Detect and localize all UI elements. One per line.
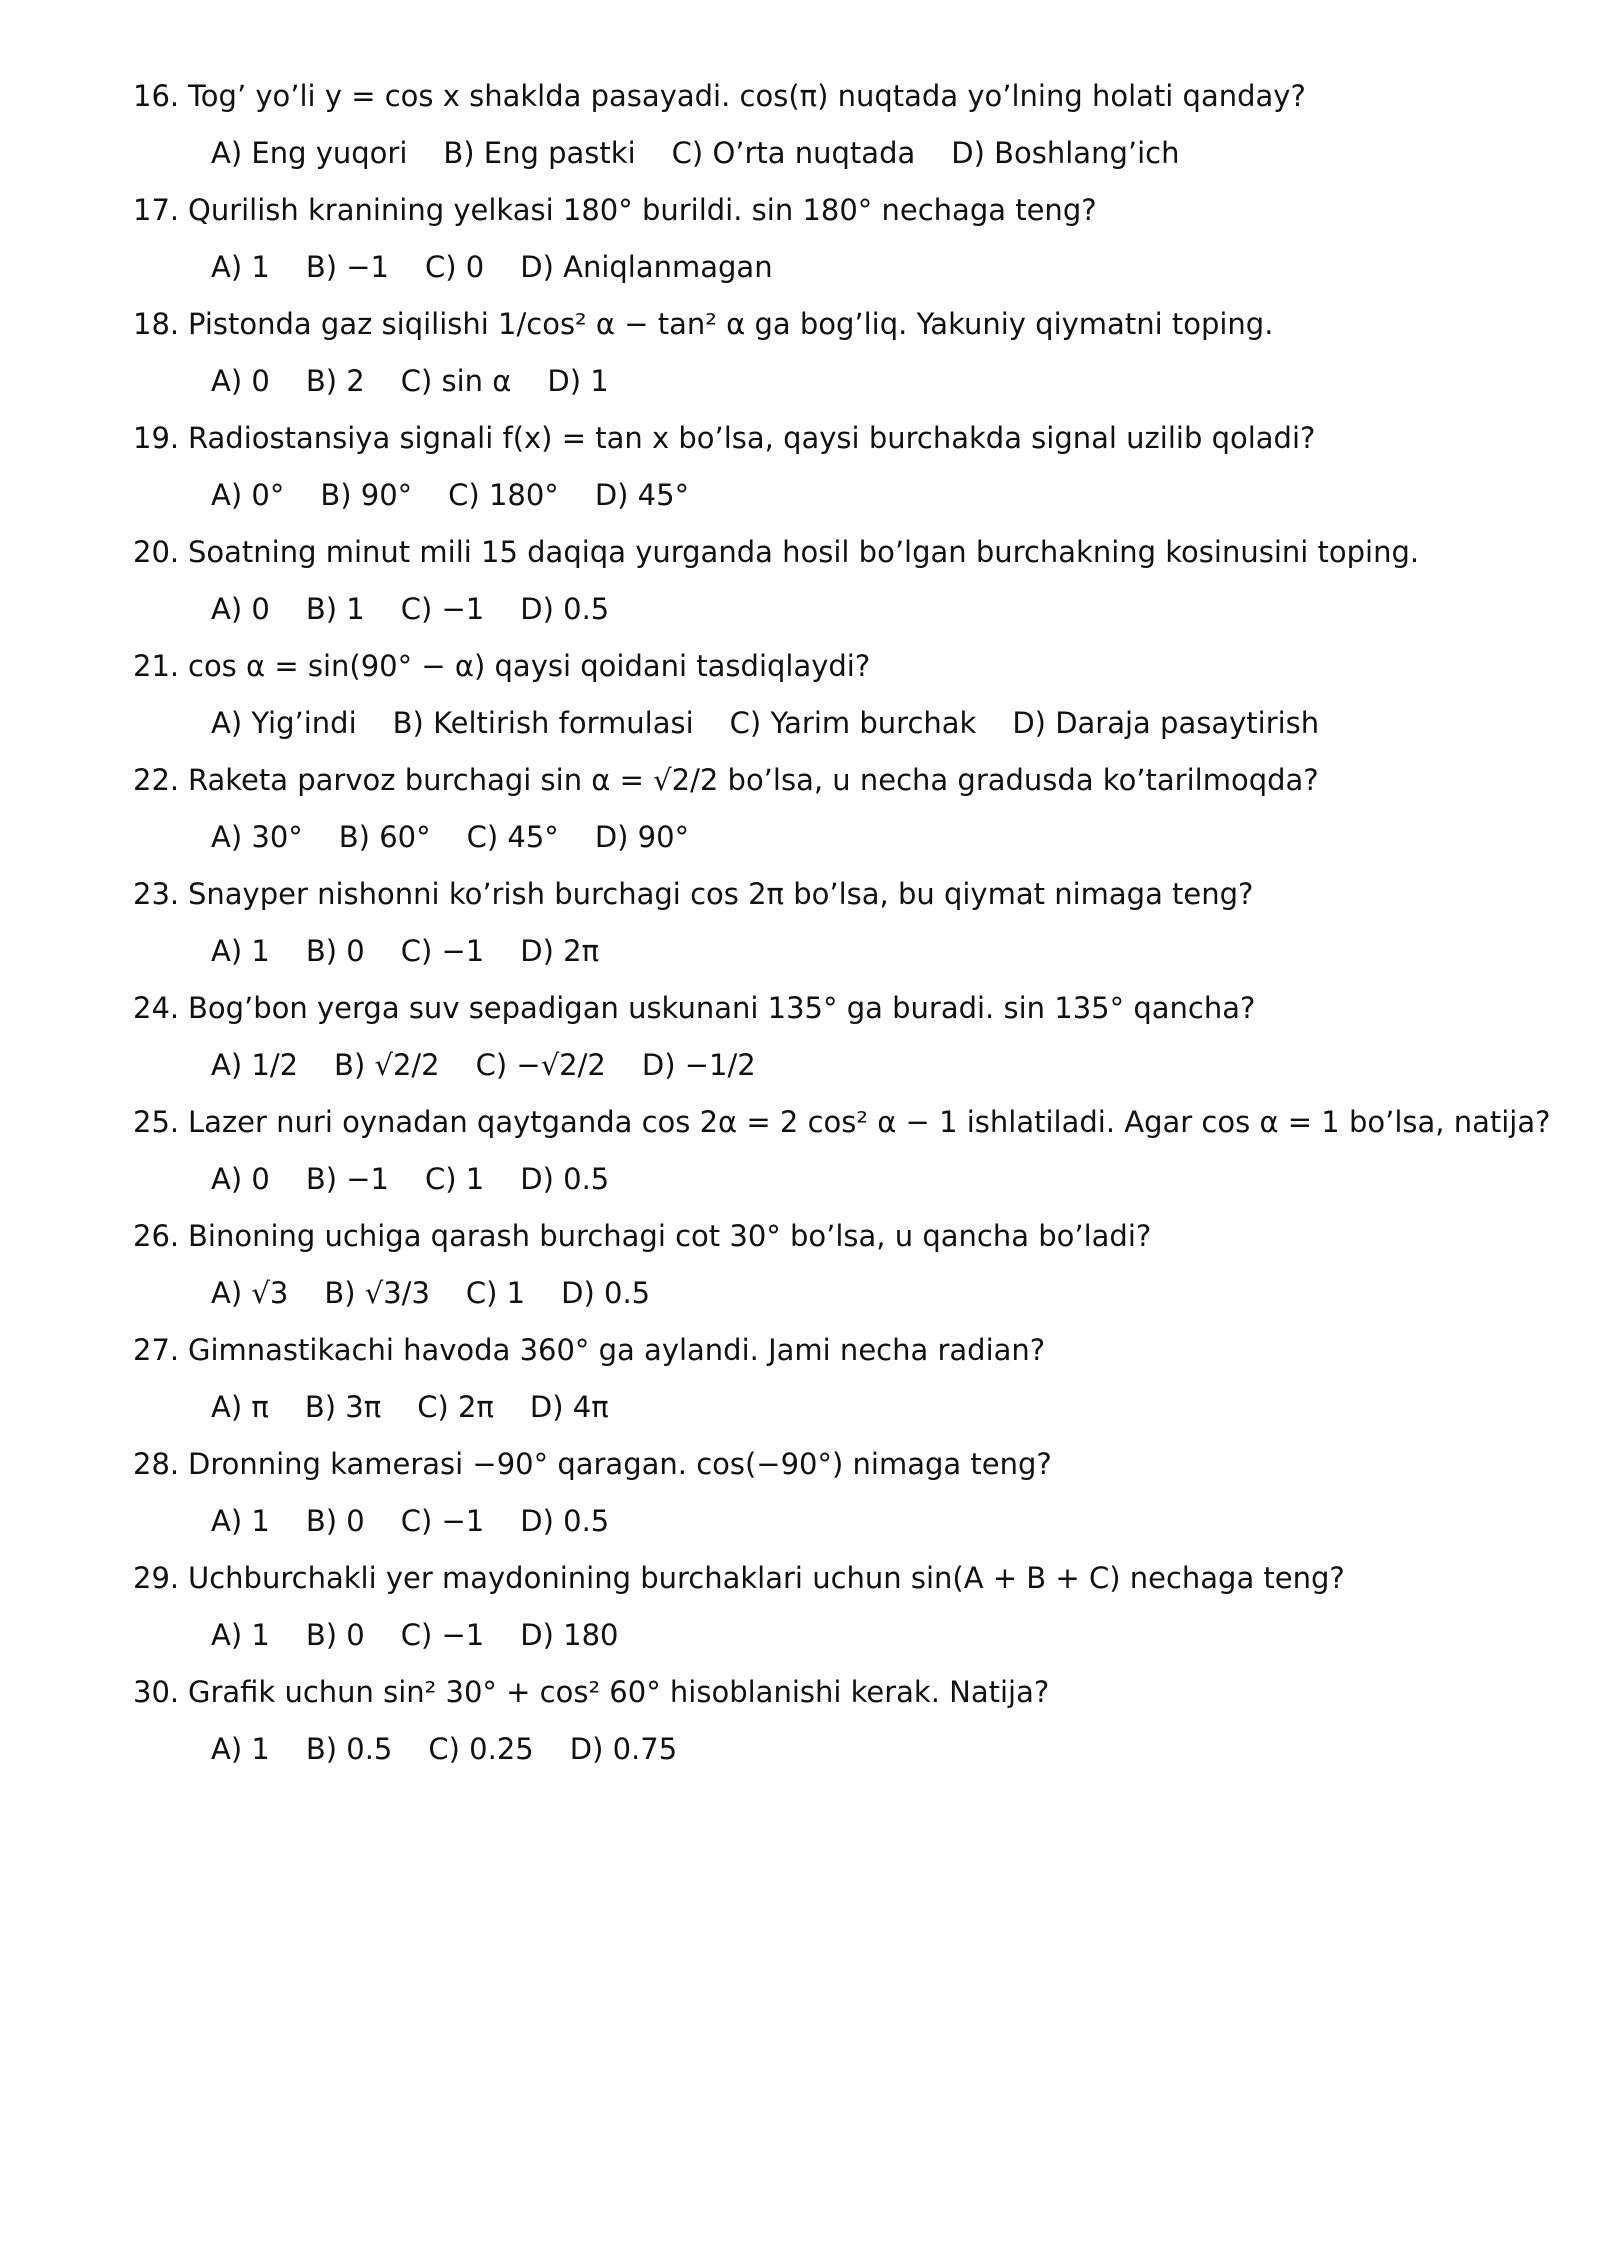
question-text: Soatning minut mili 15 daqiqa yurganda hosil bo’lgan burchakning kosinusini toping. [188, 535, 1420, 569]
answer-option: C) sin α [400, 364, 512, 398]
question-text: Bog’bon yerga suv sepadigan uskunani 135° ga buradi. sin 135° qancha? [188, 991, 1256, 1025]
question-item [133, 1328, 1533, 1442]
answer-options [211, 701, 1355, 745]
question-number: 23. [133, 877, 180, 911]
question-text: Pistonda gaz siqilishi 1/cos² α − tan² α ga bog’liq. Yakuniy qiymatni toping. [188, 307, 1274, 341]
answer-option: D) Daraja pasaytirish [1012, 706, 1320, 740]
answer-option: A) π [211, 1390, 269, 1424]
answer-options [211, 1613, 654, 1657]
question-item [133, 1442, 1533, 1556]
question-item [133, 1214, 1533, 1328]
answer-option: D) 0.5 [520, 1162, 610, 1196]
question-number: 16. [133, 79, 180, 113]
answer-option: C) 180° [448, 478, 559, 512]
question-item [133, 758, 1533, 872]
question-text: Tog’ yo’li y = cos x shaklda pasayadi. cos(π) nuqtada yo’lning holati qanday? [188, 79, 1306, 113]
answer-option: D) Boshlang’ich [951, 136, 1180, 170]
question-line [133, 1328, 1045, 1372]
question-line [133, 644, 870, 688]
question-text: Grafik uchun sin² 30° + cos² 60° hisoblanishi kerak. Natija? [188, 1675, 1050, 1709]
answer-option: B) 0 [305, 934, 365, 968]
answer-option: B) 1 [305, 592, 365, 626]
answer-options [211, 1157, 645, 1201]
answer-option: A) 1 [211, 1504, 270, 1538]
answer-option: D) 1 [547, 364, 609, 398]
answer-option: A) 0 [211, 364, 270, 398]
answer-option: D) −1/2 [641, 1048, 756, 1082]
question-line [133, 1214, 1151, 1258]
question-number: 28. [133, 1447, 180, 1481]
question-number: 26. [133, 1219, 180, 1253]
question-number: 22. [133, 763, 180, 797]
question-number: 29. [133, 1561, 180, 1595]
answer-options [211, 245, 809, 289]
answer-option: D) 0.5 [520, 1504, 610, 1538]
question-line [133, 986, 1255, 1030]
answer-options [211, 1271, 686, 1315]
answer-option: B) Keltirish formulasi [392, 706, 694, 740]
answer-option: C) 1 [425, 1162, 485, 1196]
answer-option: C) −1 [400, 1504, 485, 1538]
question-text: Raketa parvoz burchagi sin α = √2/2 bo’lsa, u necha gradusda ko’tarilmoqda? [188, 763, 1319, 797]
question-line [133, 872, 1253, 916]
answer-option: C) Yarim burchak [729, 706, 977, 740]
answer-options [211, 131, 1215, 175]
answer-option: B) 60° [338, 820, 431, 854]
answer-option: B) √3/3 [324, 1276, 430, 1310]
question-text: Dronning kamerasi −90° qaragan. cos(−90°) nimaga teng? [188, 1447, 1052, 1481]
answer-options [211, 1727, 713, 1771]
question-item [133, 872, 1533, 986]
answer-option: B) 0 [305, 1504, 365, 1538]
question-item [133, 74, 1533, 188]
answer-option: C) 2π [417, 1390, 494, 1424]
question-number: 21. [133, 649, 180, 683]
answer-options [211, 1385, 645, 1429]
question-number: 25. [133, 1105, 180, 1139]
question-line [133, 1556, 1345, 1600]
answer-option: A) 30° [211, 820, 303, 854]
answer-option: A) 1 [211, 1618, 270, 1652]
answer-options [211, 1499, 645, 1543]
question-line [133, 1670, 1049, 1714]
answer-option: D) 90° [594, 820, 690, 854]
answer-option: B) 0.5 [305, 1732, 393, 1766]
answer-option: A) 0° [211, 478, 285, 512]
answer-option: A) 1 [211, 934, 270, 968]
answer-option: C) 0.25 [428, 1732, 534, 1766]
answer-option: D) 0.5 [561, 1276, 651, 1310]
answer-option: D) 0.5 [520, 592, 610, 626]
answer-option: D) 2π [520, 934, 600, 968]
answer-options [211, 929, 635, 973]
answer-options [211, 1043, 792, 1087]
question-text: Lazer nuri oynadan qaytganda cos 2α = 2 cos² α − 1 ishlatiladi. Agar cos α = 1 bo’lsa, natija? [188, 1105, 1551, 1139]
answer-option: B) Eng pastki [443, 136, 636, 170]
answer-option: B) 90° [320, 478, 413, 512]
answer-option: B) 2 [305, 364, 365, 398]
question-number: 30. [133, 1675, 180, 1709]
answer-option: B) 3π [304, 1390, 382, 1424]
answer-option: A) Yig’indi [211, 706, 357, 740]
question-text: Uchburchakli yer maydonining burchaklari uchun sin(A + B + C) nechaga teng? [188, 1561, 1345, 1595]
answer-option: C) −1 [400, 1618, 485, 1652]
question-line [133, 1442, 1052, 1486]
question-item [133, 986, 1533, 1100]
answer-option: A) Eng yuqori [211, 136, 408, 170]
answer-option: B) √2/2 [334, 1048, 440, 1082]
answer-option: C) O’rta nuqtada [671, 136, 916, 170]
question-line [133, 530, 1419, 574]
question-text: Binoning uchiga qarash burchagi cot 30° bo’lsa, u qancha bo’ladi? [188, 1219, 1152, 1253]
question-line [133, 74, 1306, 118]
answer-options [211, 473, 725, 517]
answer-option: D) 0.75 [569, 1732, 678, 1766]
question-text: Qurilish kranining yelkasi 180° burildi. sin 180° nechaga teng? [188, 193, 1097, 227]
answer-option: A) 0 [211, 592, 270, 626]
answer-option: B) −1 [305, 250, 390, 284]
question-number: 18. [133, 307, 180, 341]
question-text: Snayper nishonni ko’rish burchagi cos 2π bo’lsa, bu qiymat nimaga teng? [188, 877, 1254, 911]
answer-option: A) 1/2 [211, 1048, 299, 1082]
answer-option: D) 180 [520, 1618, 619, 1652]
question-line [133, 188, 1097, 232]
question-item [133, 1670, 1533, 1784]
answer-option: C) 1 [465, 1276, 526, 1310]
question-line [133, 302, 1273, 346]
question-item [133, 302, 1533, 416]
answer-option: D) 45° [594, 478, 690, 512]
answer-option: C) −1 [400, 934, 485, 968]
question-number: 27. [133, 1333, 180, 1367]
question-text: Gimnastikachi havoda 360° ga aylandi. Jami necha radian? [188, 1333, 1046, 1367]
answer-option: C) −√2/2 [475, 1048, 606, 1082]
question-item [133, 644, 1533, 758]
answer-option: B) 0 [305, 1618, 365, 1652]
question-item [133, 1100, 1551, 1214]
answer-options [211, 815, 725, 859]
question-item [133, 530, 1533, 644]
question-number: 19. [133, 421, 180, 455]
answer-option: A) 1 [211, 250, 270, 284]
answer-option: D) Aniqlanmagan [520, 250, 773, 284]
answer-option: C) 45° [466, 820, 559, 854]
answer-option: A) √3 [211, 1276, 289, 1310]
answer-option: A) 0 [211, 1162, 270, 1196]
question-item [133, 416, 1533, 530]
answer-options [211, 359, 645, 403]
question-number: 24. [133, 991, 180, 1025]
answer-option: B) −1 [305, 1162, 390, 1196]
question-line [133, 416, 1315, 460]
question-item [133, 188, 1533, 302]
question-list [133, 74, 1551, 1784]
question-number: 17. [133, 193, 180, 227]
answer-option: C) 0 [425, 250, 485, 284]
question-text: cos α = sin(90° − α) qaysi qoidani tasdiqlaydi? [188, 649, 871, 683]
answer-option: C) −1 [400, 592, 485, 626]
question-item [133, 1556, 1533, 1670]
question-number: 20. [133, 535, 180, 569]
question-line [133, 758, 1319, 802]
answer-option: D) 4π [529, 1390, 609, 1424]
answer-options [211, 587, 645, 631]
answer-option: A) 1 [211, 1732, 270, 1766]
question-text: Radiostansiya signali f(x) = tan x bo’lsa, qaysi burchakda signal uzilib qoladi? [188, 421, 1316, 455]
question-line [133, 1100, 1551, 1144]
